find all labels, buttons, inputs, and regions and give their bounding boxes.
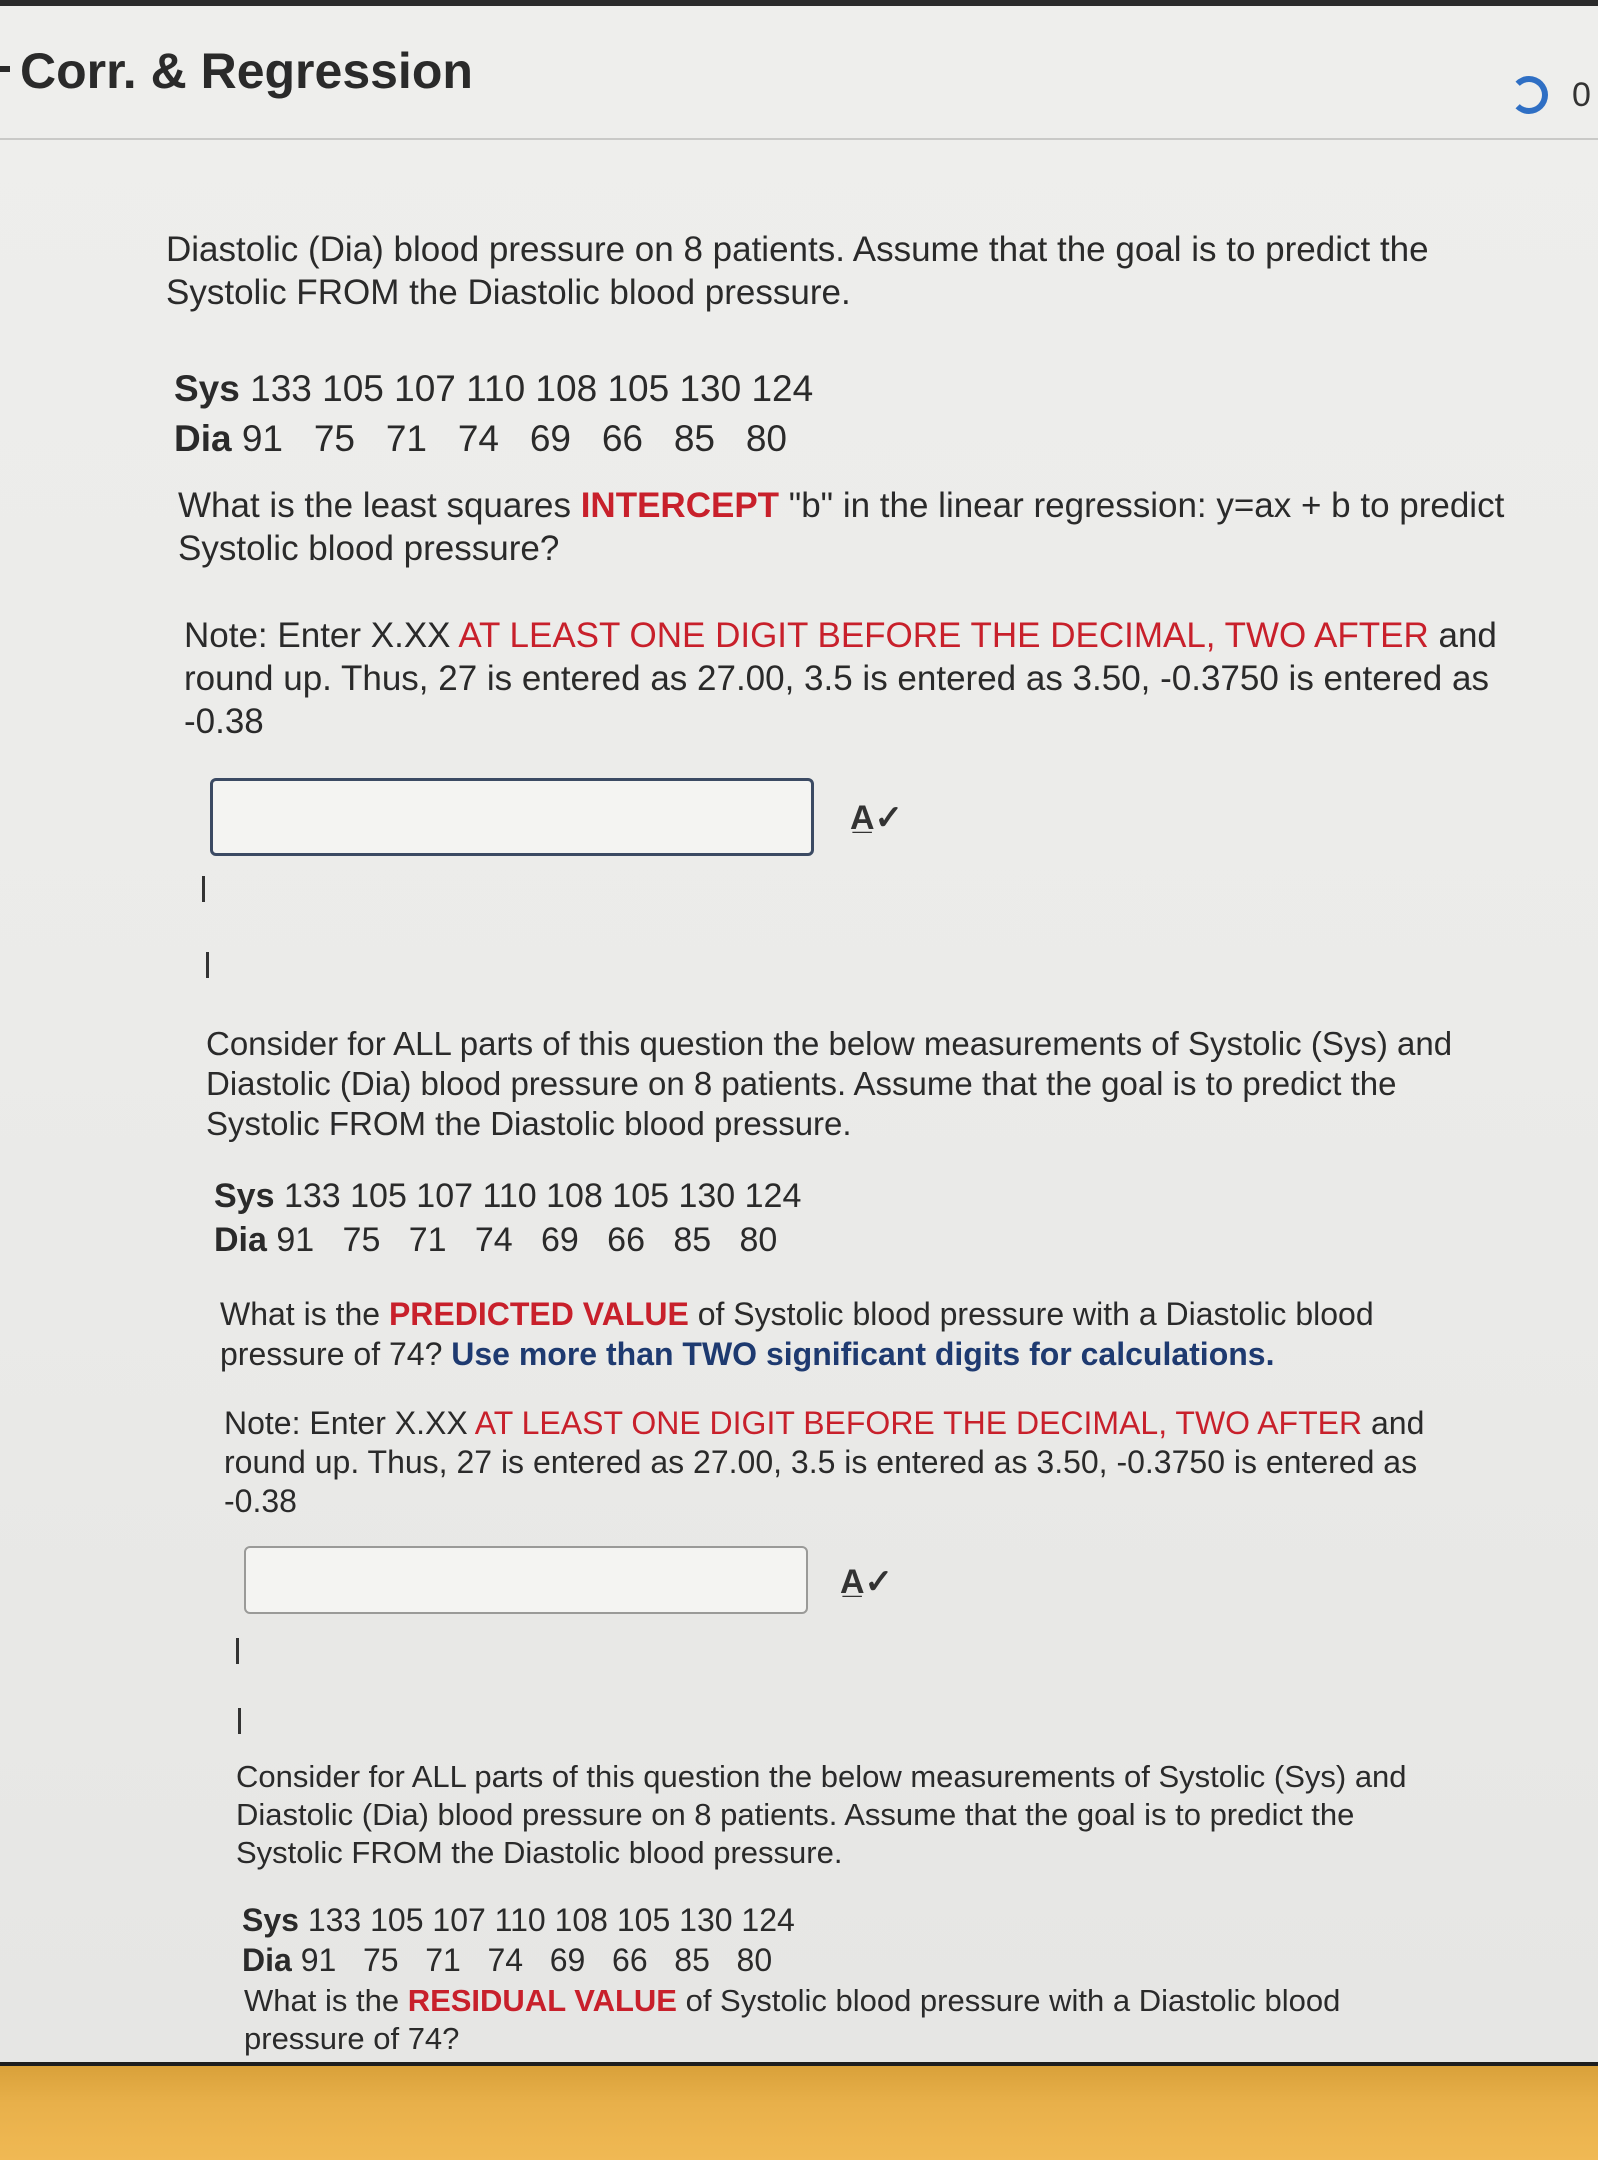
sys-values: 133 105 107 110 108 105 130 124 — [307, 1902, 795, 1938]
prompt-highlight: RESIDUAL VALUE — [407, 1983, 677, 2018]
quiz-header — [0, 6, 1598, 140]
question2-prompt-line — [220, 1294, 1374, 1334]
text-cursor-mark — [202, 876, 205, 902]
note-highlight: AT LEAST ONE DIGIT BEFORE THE DECIMAL, TWO AFTER — [458, 616, 1429, 655]
dia-label: Dia — [214, 1221, 267, 1259]
question1-sys-row — [174, 364, 813, 414]
prompt-text: What is the — [244, 1983, 408, 2018]
spellcheck-icon[interactable]: A̲✓ — [840, 1563, 894, 1601]
question3-intro — [236, 1758, 1407, 1872]
question2-prompt-line — [220, 1334, 1374, 1374]
question3-data-table — [242, 1900, 795, 1980]
question1-prompt — [178, 484, 1504, 570]
sys-label: Sys — [242, 1902, 299, 1938]
question3-dia-row — [242, 1940, 795, 1980]
dia-values: 91 75 71 74 69 66 85 80 — [276, 1221, 778, 1259]
question2-sys-row — [214, 1174, 801, 1218]
prompt-text: "b" in the linear regression: y=ax + b to predict — [779, 486, 1505, 525]
question1-intro-line: Diastolic (Dia) blood pressure on 8 patients. Assume that the goal is to predict the — [166, 230, 1429, 269]
question2-data-table — [214, 1174, 801, 1262]
question3-prompt-line: pressure of 74? — [244, 2021, 460, 2056]
question3-prompt-line — [244, 1982, 1340, 2020]
question1-dia-row — [174, 414, 813, 464]
question3-intro-line: Systolic FROM the Diastolic blood pressure. — [236, 1835, 843, 1870]
note-line — [184, 614, 1497, 657]
question1-prompt-line: Systolic blood pressure? — [178, 529, 560, 568]
title-marker — [0, 66, 10, 72]
question1-prompt-line — [178, 484, 1504, 527]
prompt-highlight: PREDICTED VALUE — [388, 1296, 689, 1332]
question1-intro — [166, 228, 1429, 314]
question3-intro-line: Diastolic (Dia) blood pressure on 8 patients. Assume that the goal is to predict the — [236, 1797, 1355, 1832]
screen-bottom-bezel — [0, 2062, 1598, 2160]
question1-answer-input[interactable] — [210, 778, 814, 856]
note-line: -0.38 — [184, 702, 264, 741]
sys-values: 133 105 107 110 108 105 130 124 — [250, 368, 814, 409]
note-line: -0.38 — [224, 1483, 297, 1519]
dia-values: 91 75 71 74 69 66 85 80 — [241, 418, 787, 459]
prompt-highlight: INTERCEPT — [580, 486, 780, 525]
prompt-text: of Systolic blood pressure with a Diastolic blood — [676, 1983, 1341, 2018]
question2-intro-line: Consider for ALL parts of this question the below measurements of Systolic (Sys) and — [206, 1025, 1453, 1062]
question2-prompt — [220, 1294, 1374, 1374]
quiz-title: Corr. & Regression — [20, 43, 473, 99]
sys-values: 133 105 107 110 108 105 130 124 — [283, 1177, 802, 1215]
question2-note — [224, 1404, 1424, 1521]
dia-label: Dia — [242, 1942, 292, 1978]
question2-intro-line: Systolic FROM the Diastolic blood pressure. — [206, 1105, 852, 1142]
dia-values: 91 75 71 74 69 66 85 80 — [300, 1942, 773, 1978]
note-text: Note: Enter X.XX — [224, 1405, 475, 1441]
dia-label: Dia — [174, 418, 232, 459]
prompt-text: What is the — [220, 1296, 389, 1332]
question2-answer-input[interactable] — [244, 1546, 808, 1614]
note-text: and — [1428, 616, 1497, 655]
sys-label: Sys — [174, 368, 240, 409]
prompt-text: What is the least squares — [178, 486, 581, 525]
note-line: round up. Thus, 27 is entered as 27.00, 3.5 is entered as 3.50, -0.3750 is entered as — [224, 1444, 1418, 1480]
note-text: Note: Enter X.XX — [184, 616, 459, 655]
prompt-text: of Systolic blood pressure with a Diastolic blood — [688, 1296, 1374, 1332]
question3-intro-line: Consider for ALL parts of this question the below measurements of Systolic (Sys) and — [236, 1759, 1407, 1794]
text-cursor-mark — [206, 952, 209, 978]
question2-intro-line: Diastolic (Dia) blood pressure on 8 patients. Assume that the goal is to predict the — [206, 1065, 1397, 1102]
question3-sys-row — [242, 1900, 795, 1940]
question3-prompt — [244, 1982, 1340, 2058]
question2-dia-row — [214, 1218, 801, 1262]
question2-intro — [206, 1024, 1452, 1144]
note-highlight: AT LEAST ONE DIGIT BEFORE THE DECIMAL, TWO AFTER — [474, 1405, 1363, 1441]
sys-label: Sys — [214, 1177, 275, 1215]
question1-note — [184, 614, 1497, 743]
spellcheck-icon[interactable]: A̲✓ — [850, 799, 904, 837]
note-line — [224, 1404, 1424, 1443]
text-cursor-mark — [238, 1708, 241, 1734]
question1-data-table — [174, 364, 813, 464]
note-text: and — [1362, 1405, 1425, 1441]
timer-value: 0 — [1572, 76, 1591, 114]
text-cursor-mark — [236, 1638, 239, 1664]
question1-intro-line: Systolic FROM the Diastolic blood pressure. — [166, 273, 851, 312]
progress-ring-icon[interactable] — [1510, 76, 1548, 114]
note-line: round up. Thus, 27 is entered as 27.00, 3.5 is entered as 3.50, -0.3750 is entered as — [184, 659, 1489, 698]
prompt-emphasis: Use more than TWO significant digits for calculations. — [451, 1336, 1275, 1372]
prompt-text: pressure of 74? — [220, 1336, 452, 1372]
